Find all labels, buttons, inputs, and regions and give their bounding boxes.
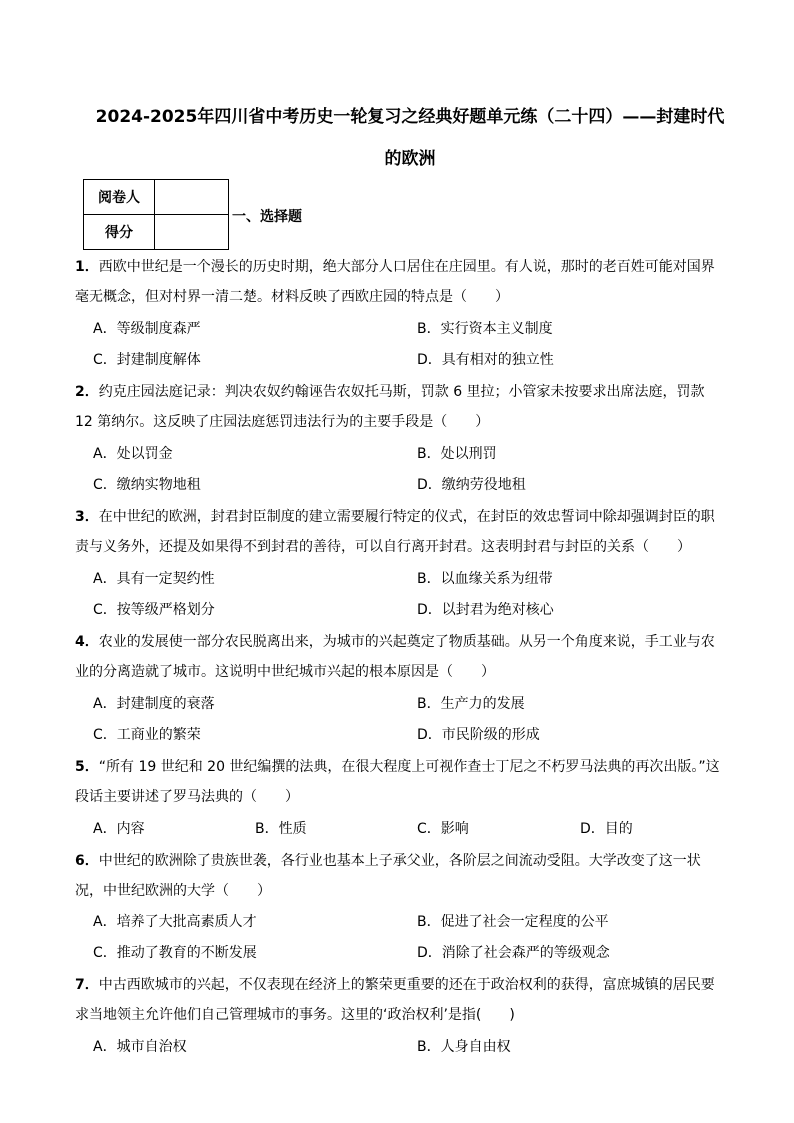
option-c: C．推动了教育的不断发展	[93, 945, 257, 961]
question-number: 7．	[75, 977, 99, 993]
option-d: D．目的	[580, 821, 633, 837]
question-text: 况，中世纪欧洲的大学（ ）	[75, 883, 271, 899]
question-number: 6．	[75, 853, 99, 869]
question-text: 中世纪的欧洲除了贵族世袭，各行业也基本上子承父业，各阶层之间流动受阻。大学改变了这一状	[98, 853, 701, 869]
question-text: 业的分离造就了城市。这说明中世纪城市兴起的根本原因是（ ）	[75, 664, 495, 680]
page-title-line-1: 2024-2025年四川省中考历史一轮复习之经典好题单元练（二十四）——封建时代	[95, 107, 725, 127]
option-b: B．处以刑罚	[417, 446, 497, 462]
option-d: D．消除了社会森严的等级观念	[417, 945, 610, 961]
question-text: “所有 19 世纪和 20 世纪编撰的法典，在很大程度上可视作查士丁尼之不朽罗马法典的再次出版。”这	[98, 759, 720, 775]
option-a: A．等级制度森严	[93, 321, 201, 337]
question-line	[75, 508, 715, 526]
question-line	[75, 976, 715, 994]
question-number: 1．	[75, 259, 99, 275]
question-text: 求当地领主允许他们自己管理城市的事务。这里的‘政治权利’是指( )	[75, 1007, 515, 1023]
option-a: A．处以罚金	[93, 446, 173, 462]
question-number: 5．	[75, 759, 99, 775]
question-number: 2．	[75, 384, 99, 400]
option-b: B．促进了社会一定程度的公平	[417, 914, 609, 930]
option-b: B．实行资本主义制度	[417, 321, 553, 337]
reviewer-cell	[155, 180, 229, 215]
question-text: 12 第纳尔。这反映了庄园法庭惩罚违法行为的主要手段是（ ）	[75, 414, 490, 430]
score-table	[83, 179, 229, 250]
score-table-row	[84, 180, 229, 215]
question-text: 责与义务外，还提及如果得不到封君的善待，可以自行离开封君。这表明封君与封臣的关系（ ）	[75, 539, 691, 555]
option-d: D．缴纳劳役地租	[417, 477, 526, 493]
question-line	[75, 758, 720, 776]
reviewer-label: 阅卷人	[84, 180, 155, 215]
question-text: 农业的发展使一部分农民脱离出来，为城市的兴起奠定了物质基础。从另一个角度来说，手工业与农	[98, 634, 715, 650]
question-text: 约克庄园法庭记录：判决农奴约翰诬告农奴托马斯，罚款 6 里拉；小管家未按要求出席法庭，罚款	[98, 384, 705, 400]
option-b: B．生产力的发展	[417, 696, 525, 712]
option-c: C．缴纳实物地租	[93, 477, 201, 493]
option-c: C．封建制度解体	[93, 352, 201, 368]
option-a: A．封建制度的衰落	[93, 696, 215, 712]
question-line	[75, 258, 715, 276]
option-d: D．具有相对的独立性	[417, 352, 554, 368]
option-d: D．市民阶级的形成	[417, 727, 540, 743]
option-a: A．内容	[93, 821, 145, 837]
question-text: 毫无概念，但对村界一清二楚。材料反映了西欧庄园的特点是（ ）	[75, 289, 509, 305]
option-c: C．工商业的繁荣	[93, 727, 201, 743]
question-line	[75, 633, 715, 651]
option-b: B．人身自由权	[417, 1039, 511, 1055]
question-number: 4．	[75, 634, 99, 650]
score-cell	[155, 215, 229, 250]
option-c: C．按等级严格划分	[93, 602, 215, 618]
question-line	[75, 383, 705, 401]
option-b: B．以血缘关系为纽带	[417, 571, 553, 587]
option-b: B．性质	[255, 821, 307, 837]
option-a: A．城市自治权	[93, 1039, 187, 1055]
question-line	[75, 852, 701, 870]
section-title: 一、选择题	[232, 209, 302, 225]
option-a: A．培养了大批高素质人才	[93, 914, 257, 930]
option-d: D．以封君为绝对核心	[417, 602, 554, 618]
question-text: 西欧中世纪是一个漫长的历史时期，绝大部分人口居住在庄园里。有人说，那时的老百姓可能对国界	[98, 259, 715, 275]
option-a: A．具有一定契约性	[93, 571, 215, 587]
question-text: 中古西欧城市的兴起，不仅表现在经济上的繁荣更重要的还在于政治权利的获得，富庶城镇的居民要	[98, 977, 715, 993]
question-text: 在中世纪的欧洲，封君封臣制度的建立需要履行特定的仪式，在封臣的效忠誓词中除却强调封臣的职	[98, 509, 715, 525]
score-table-row	[84, 215, 229, 250]
question-number: 3．	[75, 509, 99, 525]
question-text: 段话主要讲述了罗马法典的（ ）	[75, 789, 299, 805]
page-title-line-2: 的欧洲	[384, 149, 436, 169]
option-c: C．影响	[417, 821, 469, 837]
score-label: 得分	[84, 215, 155, 250]
